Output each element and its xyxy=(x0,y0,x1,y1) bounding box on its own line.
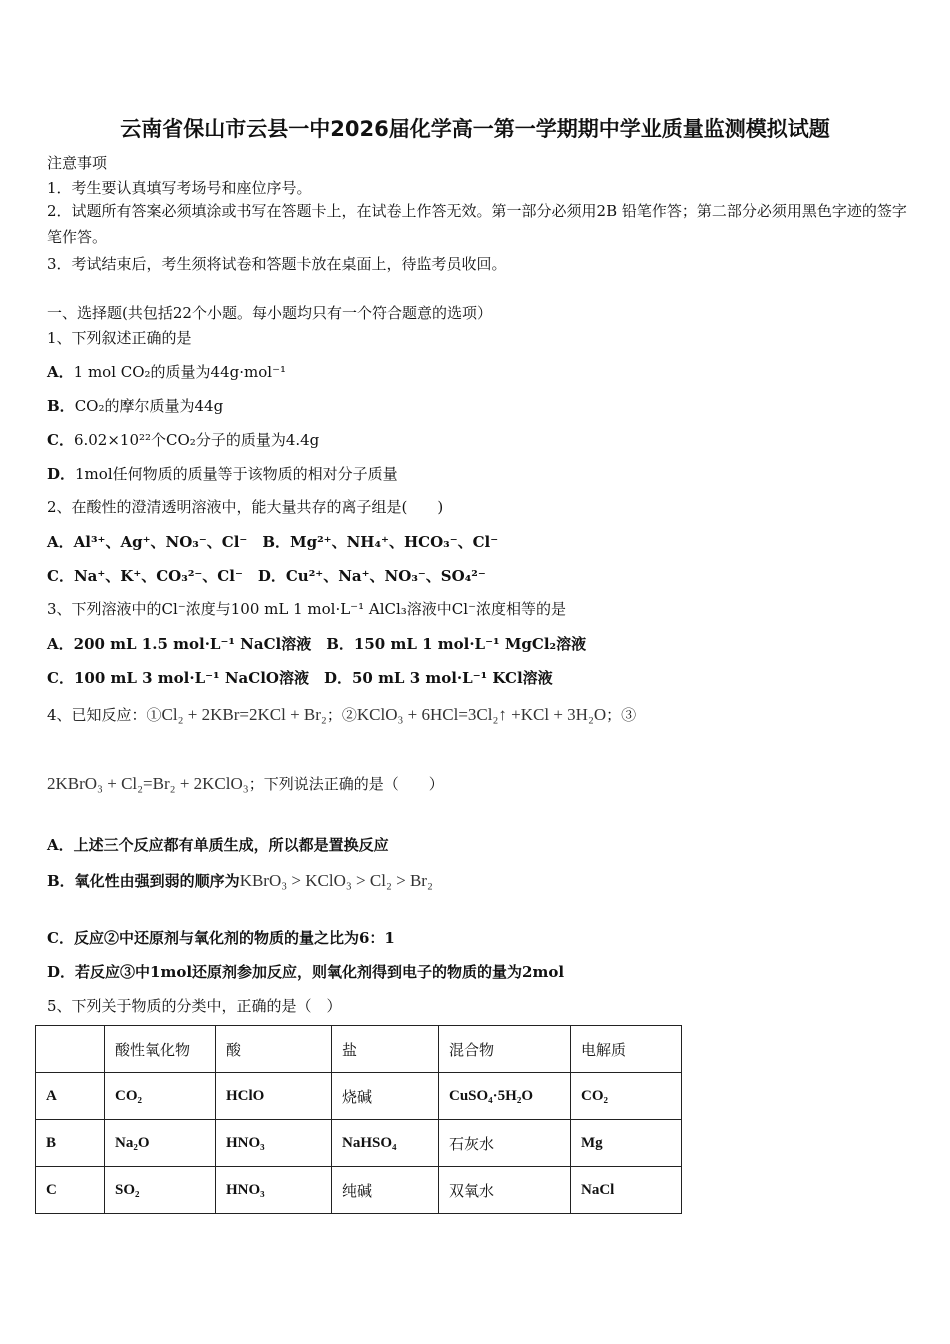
table-cell: CO₂ xyxy=(105,1073,216,1120)
table-header-cell: 混合物 xyxy=(439,1026,571,1073)
table-row xyxy=(36,1073,682,1120)
table-header-cell: 酸性氧化物 xyxy=(105,1026,216,1073)
classification-table xyxy=(35,1025,682,1214)
q5-stem: 5、下列关于物质的分类中，正确的是（ ） xyxy=(47,997,342,1015)
q1-option-b: B．CO₂的摩尔质量为44g xyxy=(47,397,224,415)
q4-option-b-prefix: B．氧化性由强到弱的顺序为 xyxy=(47,872,240,890)
table-cell: SO₂ xyxy=(105,1167,216,1214)
table-header-row xyxy=(36,1026,682,1073)
table-header-cell: 电解质 xyxy=(571,1026,682,1073)
notice-item-2: 2．试题所有答案必须填涂或书写在答题卡上，在试卷上作答无效。第一部分必须用2B 铅笔作答；第二部分必须用黑色字迹的签字笔作答。 xyxy=(47,202,907,246)
q4-equation-3: 2KBrO₃ + Cl₂=Br₂ + 2KClO₃ xyxy=(47,774,249,793)
q4-stem-prefix: 4、已知反应：① xyxy=(47,706,162,724)
table-cell: HNO₃ xyxy=(216,1120,332,1167)
q1-option-d: D．1mol任何物质的质量等于该物质的相对分子质量 xyxy=(47,465,398,483)
q4-stem-suffix: ；下列说法正确的是（ ） xyxy=(248,775,444,793)
q4-sep-3: ；③ xyxy=(606,706,637,724)
table-header-cell: 酸 xyxy=(216,1026,332,1073)
table-cell: NaHSO₄ xyxy=(332,1120,439,1167)
q3-options-ab: A．200 mL 1.5 mol·L⁻¹ NaCl溶液 B．150 mL 1 mol·L⁻¹ MgCl₂溶液 xyxy=(47,635,587,653)
notice-item-1: 1．考生要认真填写考场号和座位序号。 xyxy=(47,179,312,197)
q1-option-a: A．1 mol CO₂的质量为44g·mol⁻¹ xyxy=(47,363,286,381)
table-cell: 双氧水 xyxy=(439,1167,571,1214)
q4-stem-line2 xyxy=(47,773,444,794)
q1-option-c-text: 6.02×10²²个CO₂分子的质量为4.4g xyxy=(73,431,320,449)
notice-item-3: 3．考试结束后，考生须将试卷和答题卡放在桌面上，待监考员收回。 xyxy=(47,255,507,273)
table-cell: Na₂O xyxy=(105,1120,216,1167)
q4-option-b xyxy=(47,870,433,891)
q4-option-c: C．反应②中还原剂与氧化剂的物质的量之比为6：1 xyxy=(47,929,395,947)
q4-stem-line1 xyxy=(47,704,636,725)
q1-stem: 1、下列叙述正确的是 xyxy=(47,329,192,347)
q4-equation-1: Cl₂ + 2KBr=2KCl + Br₂ xyxy=(161,705,327,724)
q3-options-cd: C．100 mL 3 mol·L⁻¹ NaClO溶液 D．50 mL 3 mol·L⁻¹ KCl溶液 xyxy=(47,669,553,687)
q2-stem: 2、在酸性的澄清透明溶液中，能大量共存的离子组是( ) xyxy=(47,498,444,516)
q4-option-b-equation: KBrO₃ > KClO₃ > Cl₂ > Br₂ xyxy=(239,871,433,890)
q1-option-a-text: 1 mol CO₂的质量为44g·mol⁻¹ xyxy=(73,363,286,381)
q1-option-b-text: CO₂的摩尔质量为44g xyxy=(74,397,224,415)
table-header-cell: 盐 xyxy=(332,1026,439,1073)
q4-equation-2: KClO₃ + 6HCl=3Cl₂↑ +KCl + 3H₂O xyxy=(356,705,607,724)
table-cell: HClO xyxy=(216,1073,332,1120)
q4-option-d: D．若反应③中1mol还原剂参加反应，则氧化剂得到电子的物质的量为2mol xyxy=(47,963,565,981)
q1-option-c: C．6.02×10²²个CO₂分子的质量为4.4g xyxy=(47,431,320,449)
table-cell: 烧碱 xyxy=(332,1073,439,1120)
q2-options-ab: A．Al³⁺、Ag⁺、NO₃⁻、Cl⁻ B．Mg²⁺、NH₄⁺、HCO₃⁻、Cl⁻ xyxy=(47,533,499,551)
q4-option-a: A．上述三个反应都有单质生成，所以都是置换反应 xyxy=(47,836,389,854)
section-heading: 一、选择题(共包括22个小题。每小题均只有一个符合题意的选项） xyxy=(47,304,492,322)
table-cell: CO₂ xyxy=(571,1073,682,1120)
table-row xyxy=(36,1120,682,1167)
q1-option-d-text: 1mol任何物质的质量等于该物质的相对分子质量 xyxy=(75,465,398,483)
table-cell: 纯碱 xyxy=(332,1167,439,1214)
table-cell: B xyxy=(36,1120,105,1167)
q3-stem: 3、下列溶液中的Cl⁻浓度与100 mL 1 mol·L⁻¹ AlCl₃溶液中Cl⁻浓度相等的是 xyxy=(47,600,566,618)
table-cell: CuSO₄·5H₂O xyxy=(439,1073,571,1120)
table-cell: 石灰水 xyxy=(439,1120,571,1167)
notice-heading: 注意事项 xyxy=(47,154,108,172)
table-cell: A xyxy=(36,1073,105,1120)
q4-sep-2: ；② xyxy=(326,706,357,724)
q2-options-cd: C．Na⁺、K⁺、CO₃²⁻、Cl⁻ D．Cu²⁺、Na⁺、NO₃⁻、SO₄²⁻ xyxy=(47,567,486,585)
table-row xyxy=(36,1167,682,1214)
table-cell: NaCl xyxy=(571,1167,682,1214)
table-cell: Mg xyxy=(571,1120,682,1167)
table-cell: C xyxy=(36,1167,105,1214)
table-header-cell xyxy=(36,1026,105,1073)
table-cell: HNO₃ xyxy=(216,1167,332,1214)
page-title: 云南省保山市云县一中2026届化学高一第一学期期中学业质量监测模拟试题 xyxy=(120,117,830,141)
